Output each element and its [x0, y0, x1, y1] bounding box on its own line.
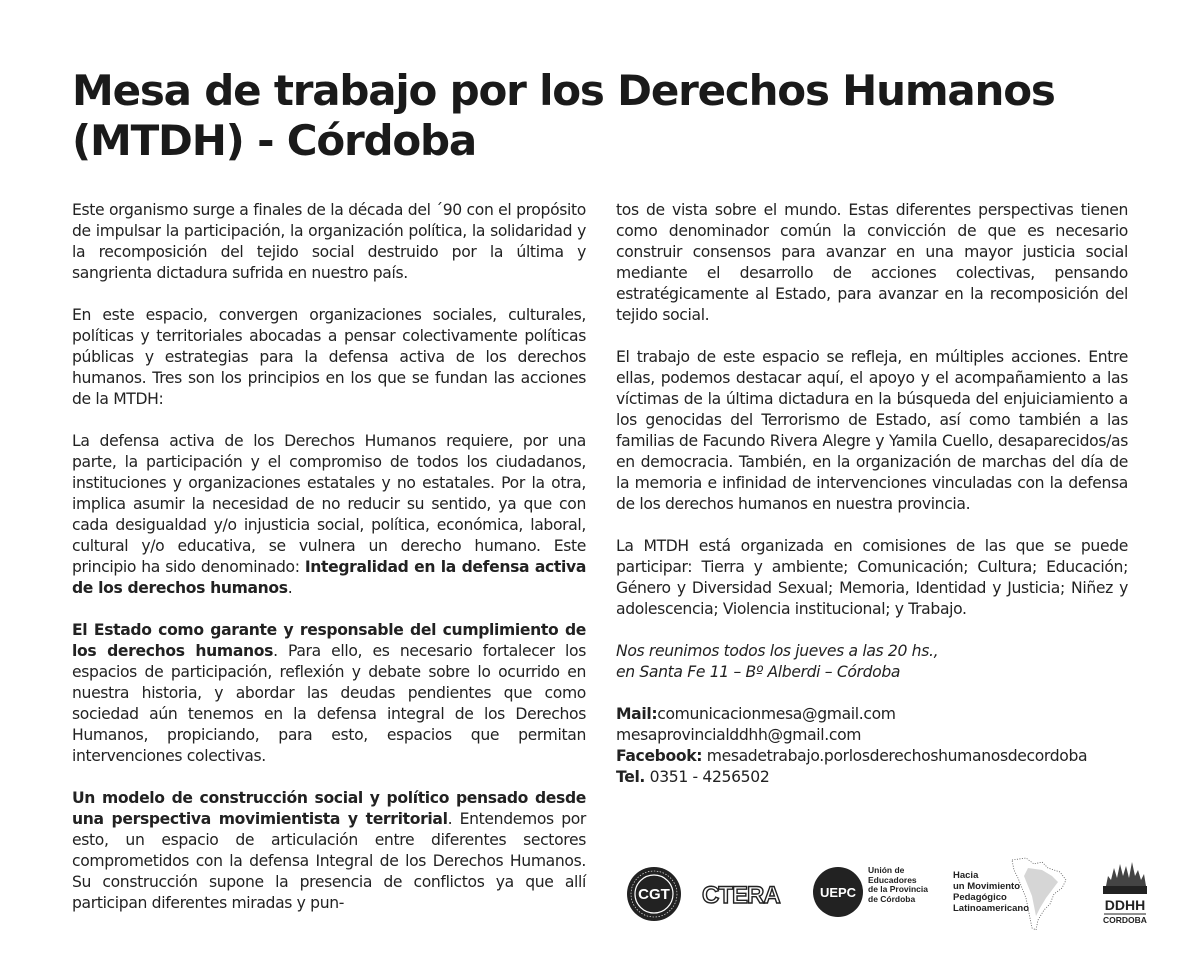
paragraph-actions: El trabajo de este espacio se refleja, en múltiples acciones. Entre ellas, podemos destacar aquí, el apoyo y el acompañamiento a las víctimas de la última dictadura en la búsqueda del enjuiciamiento a los genocidas del Terrorismo de Estado, así como también a las familias de Facundo Rivera Alegre y Yamila Cuello, desaparecidos/as en democracia. También, en la organización de marchas del día de la memoria e infinidad de intervenciones vinculadas con la defensa de los derechos humanos en nuestra provincia. [616, 348, 1128, 513]
ddhh-cordoba-logo [1098, 854, 1152, 928]
movimiento-name-line: Pedagógico [953, 892, 1007, 903]
principle-2-title: El Estado como garante y responsable del cumplimiento de los derechos humanos [72, 621, 586, 660]
mail-link-2[interactable]: mesaprovincialddhh@gmail.com [616, 726, 862, 744]
tel-label: Tel. [616, 768, 646, 786]
paragraph-perspectives: tos de vista sobre el mundo. Estas diferentes perspectivas tienen como denominador común la convicción de que es necesario construir consensos para avanzar en una mayor justicia social mediante el desarrollo de acciones colectivas, pensando estratégicamente al Estado, para avanzar en la recomposición del tejido social. [616, 201, 1128, 324]
movimiento-name-line: Hacia [953, 870, 979, 881]
paragraph-principle-3 [72, 788, 586, 914]
paragraph-principle-2 [72, 620, 586, 767]
right-column [616, 200, 1128, 788]
principle-3-text: . Entendemos por esto, un espacio de articulación entre diferentes sectores comprometidos con la defensa Integral de los Derechos Humanos. Su construcción supone la presencia de conflictos ya que allí participan diferentes miradas y pun- [72, 810, 586, 912]
paragraph-principle-1 [72, 431, 586, 599]
mail-label: Mail: [616, 705, 658, 723]
mail-row-2 [616, 725, 1128, 746]
uepc-name [868, 866, 928, 904]
paragraph-origin: Este organismo surge a finales de la década del ´90 con el propósito de impulsar la participación, la organización política, la solidaridad y la recomposición del tejido social destruido por la última y sangrienta dictadura sufrida en nuestro país. [72, 201, 586, 282]
cgt-logo-text: CGT [638, 886, 670, 903]
latin-america-map-icon [1008, 854, 1070, 934]
tel-row [616, 767, 1128, 788]
ctera-logo-text: CTERA [702, 882, 780, 909]
principle-1-text: La defensa activa de los Derechos Humanos requiere, por una parte, la participación y el compromiso de todos los ciudadanos, instituciones y organizaciones estatales y no estatales. Por la otra, implica asumir la necesidad de no reducir su sentido, ya que con cada desigualdad y/o injusticia social, política, económica, laboral, cultural y/o educativa, se vulnera un derecho humano. Este principio ha sido denominado: [72, 432, 586, 576]
ddhh-logo-text: DDHH [1104, 897, 1146, 913]
title-line-1: Mesa de trabajo por los Derechos Humanos [72, 66, 1055, 115]
movimiento-name-line: un Movimiento [953, 881, 1021, 892]
cgt-logo [626, 866, 682, 922]
facebook-label: Facebook: [616, 747, 703, 765]
left-column [72, 200, 586, 935]
tel-number: 0351 - 4256502 [645, 768, 770, 786]
meeting-line-1: Nos reunimos todos los jueves a las 20 hs., [616, 642, 939, 660]
principle-1-end: . [287, 579, 293, 597]
meeting-line-2: en Santa Fe 11 – Bº Alberdi – Córdoba [616, 663, 901, 681]
page-title [72, 66, 1132, 166]
meeting-info [616, 641, 1128, 683]
contact-block [616, 704, 1128, 788]
uepc-name-line: Educadores [868, 874, 917, 885]
ddhh-city-text: CORDOBA [1103, 915, 1147, 925]
principle-2-text: . Para ello, es necesario fortalecer los espacios de participación, reflexión y debate sobre lo ocurrido en nuestra historia, y abordar las deudas pendientes que como sociedad aún tenemos en la defensa integral de los Derechos Humanos, propiciando, para esto, espacios que permitan intervenciones colectivas. [72, 642, 586, 765]
paragraph-convergence: En este espacio, convergen organizaciones sociales, culturales, políticas y territoriales abocadas a pensar colectivamente políticas públicas y estrategias para la defensa activa de los derechos humanos. Tres son los principios en los que se fundan las acciones de la MTDH: [72, 306, 586, 408]
mail-row [616, 704, 1128, 725]
facebook-link[interactable]: mesadetrabajo.porlosderechoshumanosdecordoba [702, 747, 1088, 765]
mail-link-1[interactable]: comunicacionmesa@gmail.com [657, 705, 896, 723]
movimiento-name-line: Latinoamericano [953, 903, 1030, 914]
title-line-2: (MTDH) - Córdoba [72, 116, 477, 165]
logos-strip [620, 850, 1160, 940]
uepc-logo-text: UEPC [819, 885, 857, 900]
principle-3-title: Un modelo de construcción social y político pensado desde una perspectiva movimientista y territorial [72, 789, 586, 828]
uepc-name-line: de Córdoba [868, 893, 916, 904]
principle-1-title: Integralidad en la defensa activa de los derechos humanos [72, 558, 586, 597]
uepc-logo [812, 866, 864, 918]
uepc-name-line: Unión de [868, 865, 905, 875]
ctera-logo [702, 880, 790, 910]
paragraph-commissions: La MTDH está organizada en comisiones de las que se puede participar: Tierra y ambiente; Comunicación; Cultura; Educación; Género y Diversidad Sexual; Memoria, Identidad y Justicia; Niñez y adolescencia; Violencia institucional; y Trabajo. [616, 537, 1128, 618]
uepc-name-line: de la Provincia [868, 884, 928, 894]
facebook-row [616, 746, 1128, 767]
